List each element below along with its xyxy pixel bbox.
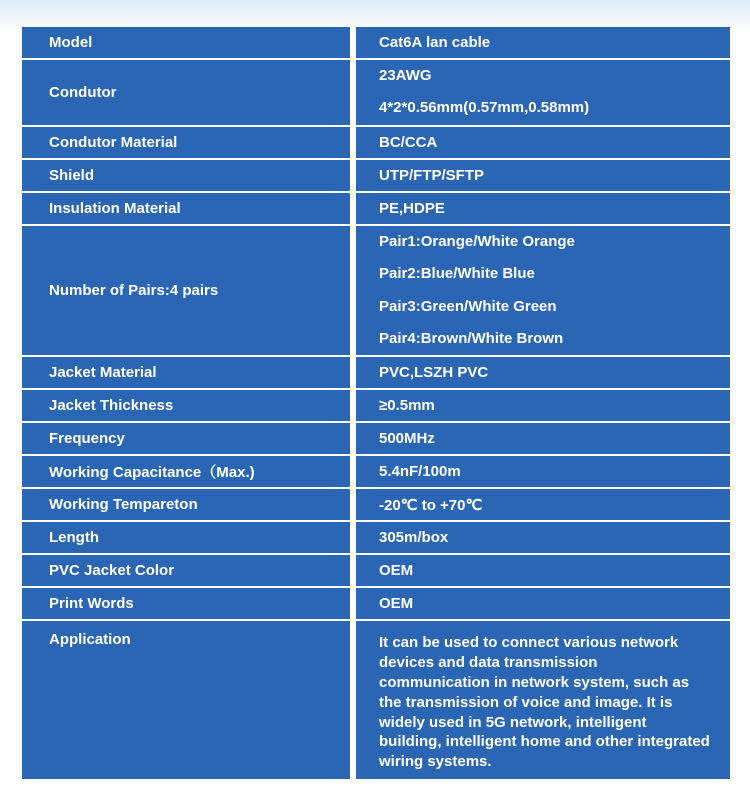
spec-row-application — [22, 621, 730, 779]
spec-label — [22, 357, 350, 388]
spec-label-text: Jacket Material — [49, 364, 157, 382]
spec-value-line: 4*2*0.56mm(0.57mm,0.58mm) — [379, 99, 590, 117]
spec-label-text: Working Capacitance（Max.) — [49, 464, 255, 482]
spec-value — [356, 555, 730, 586]
spec-label — [22, 522, 350, 553]
spec-value-line: ≥0.5mm — [379, 397, 435, 415]
spec-row — [22, 456, 730, 487]
spec-label-text: Frequency — [49, 430, 125, 448]
spec-label — [22, 27, 350, 58]
spec-value-line: 305m/box — [379, 529, 449, 547]
spec-label — [22, 456, 350, 487]
spec-label — [22, 390, 350, 421]
spec-value-line: Pair4:Brown/White Brown — [379, 329, 564, 347]
spec-label — [22, 160, 350, 191]
spec-value — [356, 193, 730, 224]
spec-label-text: Insulation Material — [49, 199, 181, 217]
spec-label — [22, 193, 350, 224]
spec-row — [22, 588, 730, 619]
spec-label-text: Length — [49, 529, 99, 547]
spec-value-line: OEM — [379, 562, 414, 580]
spec-label — [22, 588, 350, 619]
spec-value — [356, 27, 730, 58]
application-text: It can be used to connect various network devices and data transmission communication in network system, such as the transmission of voice and image. It is widely used in 5G network, intelligent building, intelligent home and other integrated wiring systems. — [379, 634, 710, 771]
spec-row — [22, 27, 730, 58]
spec-label-text: Print Words — [49, 595, 134, 613]
spec-label-application — [22, 621, 350, 779]
spec-label — [22, 489, 350, 520]
spec-row — [22, 160, 730, 191]
spec-value-line: 23AWG — [379, 67, 432, 84]
spec-value-line: PE,HDPE — [379, 199, 445, 217]
top-decoration — [0, 0, 750, 30]
spec-row — [22, 423, 730, 454]
spec-value — [356, 423, 730, 454]
spec-row — [22, 127, 730, 158]
spec-label-text: Jacket Thickness — [49, 397, 174, 415]
spec-row — [22, 226, 730, 356]
spec-value — [356, 357, 730, 388]
spec-value-line: OEM — [379, 595, 414, 613]
spec-label-text: Shield — [49, 166, 95, 184]
spec-value — [356, 226, 730, 356]
spec-value-line: Pair2:Blue/White Blue — [379, 265, 535, 283]
spec-value-line: -20℃ to +70℃ — [379, 496, 483, 514]
spec-value — [356, 60, 730, 125]
spec-value-line: Cat6A lan cable — [379, 34, 491, 51]
spec-label-text: Condutor Material — [49, 133, 178, 151]
spec-label-text: Model — [49, 34, 93, 51]
spec-label-text: Working Tempareton — [49, 496, 198, 514]
spec-value — [356, 390, 730, 421]
spec-label — [22, 423, 350, 454]
spec-value-line: PVC,LSZH PVC — [379, 364, 489, 382]
spec-value-line: 500MHz — [379, 430, 435, 448]
spec-row — [22, 555, 730, 586]
spec-label — [22, 226, 350, 356]
spec-label — [22, 127, 350, 158]
spec-value-line: 5.4nF/100m — [379, 463, 461, 481]
spec-value — [356, 127, 730, 158]
spec-label-text: Condutor — [49, 83, 117, 101]
spec-value-application — [356, 621, 730, 779]
spec-table — [22, 27, 730, 781]
spec-row — [22, 60, 730, 125]
spec-row — [22, 357, 730, 388]
spec-row — [22, 390, 730, 421]
spec-label-text: Number of Pairs:4 pairs — [49, 282, 219, 300]
spec-value — [356, 489, 730, 520]
spec-value-line: BC/CCA — [379, 133, 438, 151]
spec-label — [22, 555, 350, 586]
spec-value — [356, 160, 730, 191]
spec-label-text: Application — [49, 631, 131, 649]
spec-row — [22, 489, 730, 520]
spec-label — [22, 60, 350, 125]
spec-label-text: PVC Jacket Color — [49, 562, 175, 580]
spec-row — [22, 193, 730, 224]
spec-value — [356, 522, 730, 553]
spec-value-line: Pair3:Green/White Green — [379, 297, 557, 315]
spec-value-line: Pair1:Orange/White Orange — [379, 232, 575, 250]
spec-value — [356, 588, 730, 619]
spec-value-line: UTP/FTP/SFTP — [379, 166, 484, 184]
spec-value — [356, 456, 730, 487]
spec-row — [22, 522, 730, 553]
